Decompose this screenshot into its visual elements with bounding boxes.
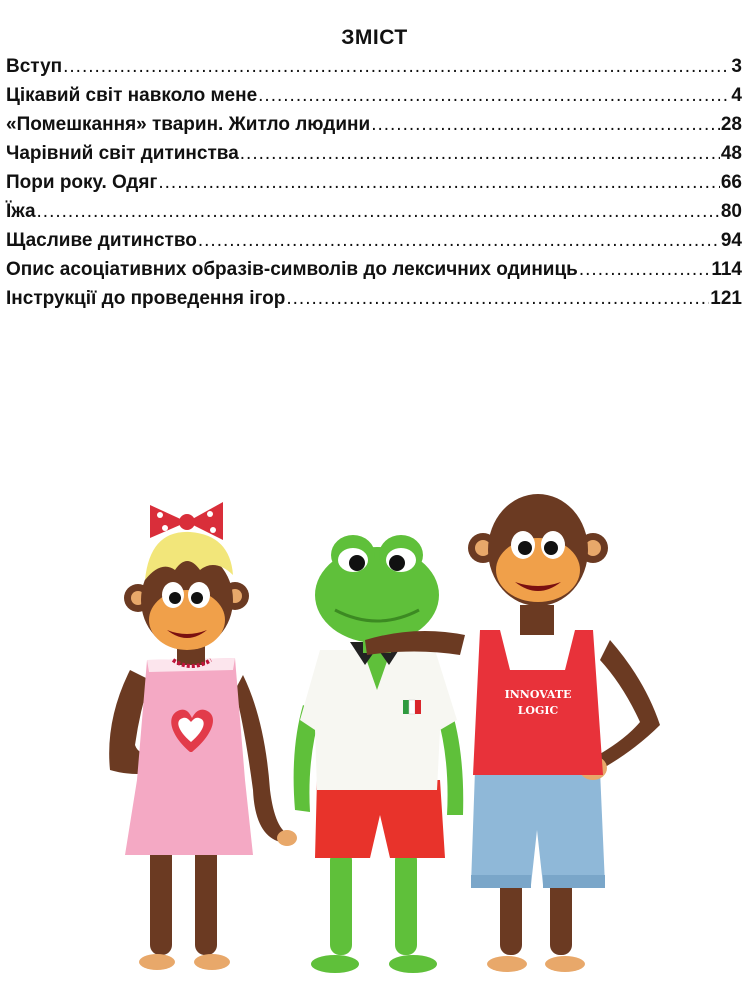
girl-monkey-character [109, 502, 297, 970]
page-title: ЗМІСТ [341, 26, 408, 49]
shirt-text: LOGIC [517, 704, 559, 717]
toc-label: Інструкції до проведення ігор [6, 288, 286, 309]
toc-page: 80 [720, 201, 742, 222]
dot-leader [37, 201, 720, 223]
dot-leader [371, 114, 720, 136]
toc-page: 4 [731, 85, 742, 106]
toc-label: Опис асоціативних образів-символів до лексичних одиниць [6, 259, 578, 280]
toc-page: 114 [711, 259, 742, 280]
toc-entry[interactable] [6, 114, 742, 143]
toc-page: 28 [720, 114, 742, 135]
toc-page: 48 [720, 143, 742, 164]
dot-leader [579, 259, 710, 281]
cartoon-characters-illustration [95, 490, 675, 990]
dot-leader [198, 230, 720, 252]
toc-page: 66 [720, 172, 742, 193]
toc-label: Щасливе дитинство [6, 230, 197, 251]
toc-label: «Помешкання» тварин. Житло людини [6, 114, 371, 135]
toc-label: Цікавий світ навколо мене [6, 85, 258, 106]
toc-page: 3 [731, 56, 742, 77]
dot-leader [286, 288, 709, 310]
toc-entry[interactable] [6, 259, 742, 288]
toc-entry[interactable] [6, 85, 742, 114]
toc-page: 121 [710, 288, 742, 309]
toc-page: 94 [720, 230, 742, 251]
dot-leader [258, 85, 730, 107]
toc-label: Їжа [6, 201, 36, 222]
toc-label: Чарівний світ дитинства [6, 143, 239, 164]
shirt-text: INNOVATE [504, 688, 572, 701]
toc-entry[interactable] [6, 201, 742, 230]
toc-entry[interactable] [6, 172, 742, 201]
table-of-contents [6, 56, 742, 317]
toc-entry[interactable] [6, 288, 742, 317]
toc-label: Пори року. Одяг [6, 172, 158, 193]
frog-character [294, 535, 464, 973]
toc-label: Вступ [6, 56, 63, 77]
dot-leader [63, 56, 730, 78]
toc-entry[interactable] [6, 143, 742, 172]
dot-leader [158, 172, 719, 194]
toc-entry[interactable] [6, 56, 742, 85]
toc-entry[interactable] [6, 230, 742, 259]
dot-leader [240, 143, 720, 165]
